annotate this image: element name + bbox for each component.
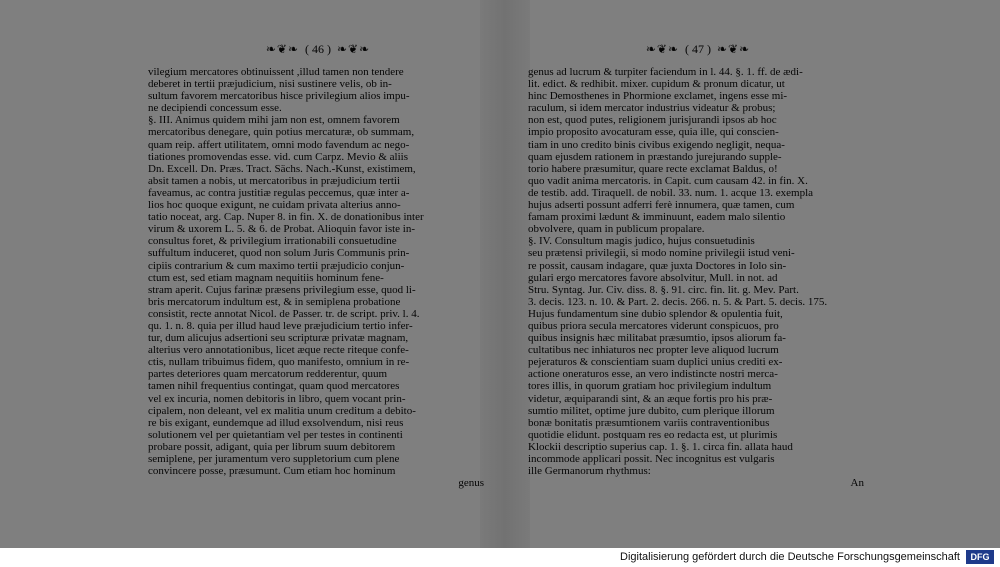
text-line: ctum est, sed etiam magnam nequitiis hominum fene- xyxy=(148,271,384,284)
text-line: §. III. Animus quidem mihi jam non est, omnem favorem xyxy=(148,114,400,127)
text-line: de testib. add. Tiraquell. de nobil. 33. num. 1. acque 13. exempla xyxy=(528,186,814,199)
text-line: tur, dum alicujus adsertioni seu scripturæ privatæ magnam, xyxy=(148,332,409,345)
text-line: faveamus, ac contra justitiæ regulas peccemus, quæ inter a- xyxy=(148,186,410,199)
text-line: famam proximi lædunt & imminuunt, eadem malo silentio xyxy=(528,211,786,224)
text-line: mercatoribus denegare, quin potius mercaturæ, ob summam, xyxy=(148,126,415,139)
text-line: quam reip. affert utilitatem, omni modo favendum ac nego- xyxy=(148,138,410,151)
text-line: vel ex incuria, nomen debitoris in libro, quem vocant prin- xyxy=(148,392,406,405)
text-line: gulari ergo mercatores favore absolvitur, Mull. in not. ad xyxy=(528,271,778,284)
text-line: genus ad lucrum & turpiter faciendum in l. 44. §. 1. ff. de ædi- xyxy=(528,66,803,78)
text-line: consistit, recte annotat Nicol. de Passer. tr. de script. priv. l. 4. xyxy=(148,307,420,320)
text-line: sultum favorem mercatoribus hisce privilegium alios impu- xyxy=(148,90,410,103)
text-line: ne decipiendi concessum esse. xyxy=(148,102,282,115)
text-line: semiplene, per juramentum vero suppletorium cum plene xyxy=(148,453,400,465)
text-line: tiam in uno credito binis civibus exigendo negligit, nequa- xyxy=(528,138,785,151)
catchword: An xyxy=(850,477,864,490)
text-line: alterius vero annotationibus, licet æque recte riteque confe- xyxy=(148,344,409,357)
text-line: consultus foret, & privilegium irrationabili consuetudine xyxy=(148,235,397,248)
text-line: lios hoc quoque exigunt, ne cuidam privata alterius anno- xyxy=(148,199,401,212)
text-line: Dn. Excell. Dn. Præs. Tract. Sächs. Nach.-Kunst, existimem, xyxy=(148,162,416,175)
text-line: incommode applicari possit. Nec incognitus est vulgaris xyxy=(528,453,775,465)
left-page-text xyxy=(148,66,488,477)
text-line: pejeraturos & conscientiam suam duplici unius crediti ex- xyxy=(528,356,783,369)
funding-notice: Digitalisierung gefördert durch die Deutsche Forschungsgemeinschaft xyxy=(620,551,960,563)
text-line: §. IV. Consultum magis judico, hujus consuetudinis xyxy=(528,235,755,248)
text-line: cipalem, non deleant, vel ex malitia unum creditum a debito- xyxy=(148,404,416,417)
dfg-logo: DFG xyxy=(966,550,994,564)
right-ornament-icon-2: ❧❦❧ xyxy=(717,41,751,56)
text-line: non est, quod putes, religionem jurisjurandi ipsos ab hoc xyxy=(528,114,777,127)
right-page-number: ( 47 ) xyxy=(685,41,711,56)
text-line: impio proposito avocaturam esse, quia ille, qui conscien- xyxy=(528,126,779,139)
text-line: ille Germanorum rhythmus: xyxy=(528,465,651,478)
text-line: suffultum induceret, quod non solum Juris Communis prin- xyxy=(148,247,410,260)
text-line: cipiis contrarium & cum maximo tertii præjudicio conjun- xyxy=(148,259,405,272)
text-line: re possit, causam indagare, quæ juxta Doctores in Iolo sin- xyxy=(528,259,787,272)
text-line: tores illis, in quorum gratiam hoc privilegium indultum xyxy=(528,380,772,393)
text-line: cultatibus nec inhiaturos nec propter leve aliquod lucrum xyxy=(528,344,779,357)
text-line: actione oneraturos esse, an vero indistincte nostri merca- xyxy=(528,368,778,381)
text-line: hinc Demosthenes in Phormione exclamet, ingens esse mi- xyxy=(528,90,788,103)
text-line: seu prætensi privilegii, si modo nomine privilegii istud veni- xyxy=(528,247,795,260)
catchword: genus xyxy=(458,477,484,490)
text-line: Stru. Syntag. Jur. Civ. diss. 8. §. 91. circ. fin. lit. g. Mev. Part. xyxy=(528,283,799,296)
text-line: tiationes promovendas esse. vid. cum Carpz. Mevio & aliis xyxy=(148,150,408,163)
text-line: probare possit, adigant, quia per librum suum debitorem xyxy=(148,440,396,453)
right-ornament-icon: ❧❦❧ xyxy=(645,41,679,56)
text-line: tatio noceat, arg. Cap. Nuper 8. in fin. X. de donationibus inter xyxy=(148,211,424,224)
text-line: re bis exigant, eundemque ad illud exsolvendum, nisi reus xyxy=(148,416,404,429)
text-line: lit. edict. & redhibit. mixer. cupidum & pronum dicatur, ut xyxy=(528,78,785,91)
text-line: qu. 1. n. 8. quia per illud haud leve præjudicium tertio infer- xyxy=(148,319,413,332)
text-line: videtur, æquiparandi sint, & an æque fortis pro his præ- xyxy=(528,392,773,405)
text-line: virum & uxorem L. 5. & 6. de Probat. Alioquin favor iste in- xyxy=(148,223,416,236)
text-line: bonæ bonitatis præsumtionem variis contraventionibus xyxy=(528,416,770,429)
right-page-header xyxy=(528,40,868,58)
text-line: quibus insignis hæc militabat præsumtio, ipsos aliorum fa- xyxy=(528,332,786,345)
text-line: sumtio militet, optime jure dubito, cum plerique illorum xyxy=(528,404,775,417)
text-line: tamen nihil frequentius contingat, quam quod mercatores xyxy=(148,380,400,393)
text-line: quibus priora secula mercatores viderunt conspicuos, pro xyxy=(528,319,779,332)
text-line: solutionem vel per quietantiam vel per testes in continenti xyxy=(148,428,403,441)
text-line: Klockii descriptio superius cap. 1. §. 1. circa fin. allata haud xyxy=(528,440,793,453)
text-line: vilegium mercatores obtinuissent ,illud tamen non tendere xyxy=(148,66,404,78)
right-page-text xyxy=(528,66,868,477)
text-line: obvolvere, quam in publicum propalare. xyxy=(528,223,705,236)
left-ornament-icon: ❧❦❧ xyxy=(265,41,299,56)
text-line: torio habere præsumitur, quare recte exclamat Baldus, o! xyxy=(528,162,778,175)
text-line: quam ejusdem rationem in præstando jurejurando supple- xyxy=(528,150,782,163)
text-line: deberet in tertii præjudicium, nisi sustinere velis, ob in- xyxy=(148,78,392,91)
text-line: Hujus fundamentum sine dubio splendor & opulentia fuit, xyxy=(528,307,783,320)
text-line: partes deteriores quam mercatorum redderentur, quum xyxy=(148,368,388,381)
left-page-number: ( 46 ) xyxy=(305,41,331,56)
left-page-header xyxy=(148,40,488,58)
digitization-footer xyxy=(0,548,1000,567)
text-line: ctis, nullam tribuimus fidem, quo manifesto, omnium in re- xyxy=(148,356,410,369)
text-line: quo vadit anima mercatoris. in Capit. cum causam 42. in fin. X. xyxy=(528,174,808,187)
text-line: convincere posse, præsumunt. Cum etiam hoc hominum xyxy=(148,465,396,478)
text-line: quotidie elidunt. postquam res eo redacta est, ut plurimis xyxy=(528,428,778,441)
text-line: hujus adserti possunt adferri ferè innumera, quæ tamen, cum xyxy=(528,199,795,212)
text-line: absit tamen a nobis, ut mercatoribus in præjudicium tertii xyxy=(148,174,401,187)
text-line: 3. decis. 123. n. 10. & Part. 2. decis. 266. n. 5. & Part. 5. decis. 175. xyxy=(528,295,828,308)
text-line: raculum, si idem mercator industrius videatur & probus; xyxy=(528,102,776,115)
text-line: bris mercatorum indultum est, & in semiplena probatione xyxy=(148,295,401,308)
text-line: stram aperit. Cujus farinæ præsens privilegium esse, quod li- xyxy=(148,283,416,296)
left-ornament-icon-2: ❧❦❧ xyxy=(337,41,371,56)
